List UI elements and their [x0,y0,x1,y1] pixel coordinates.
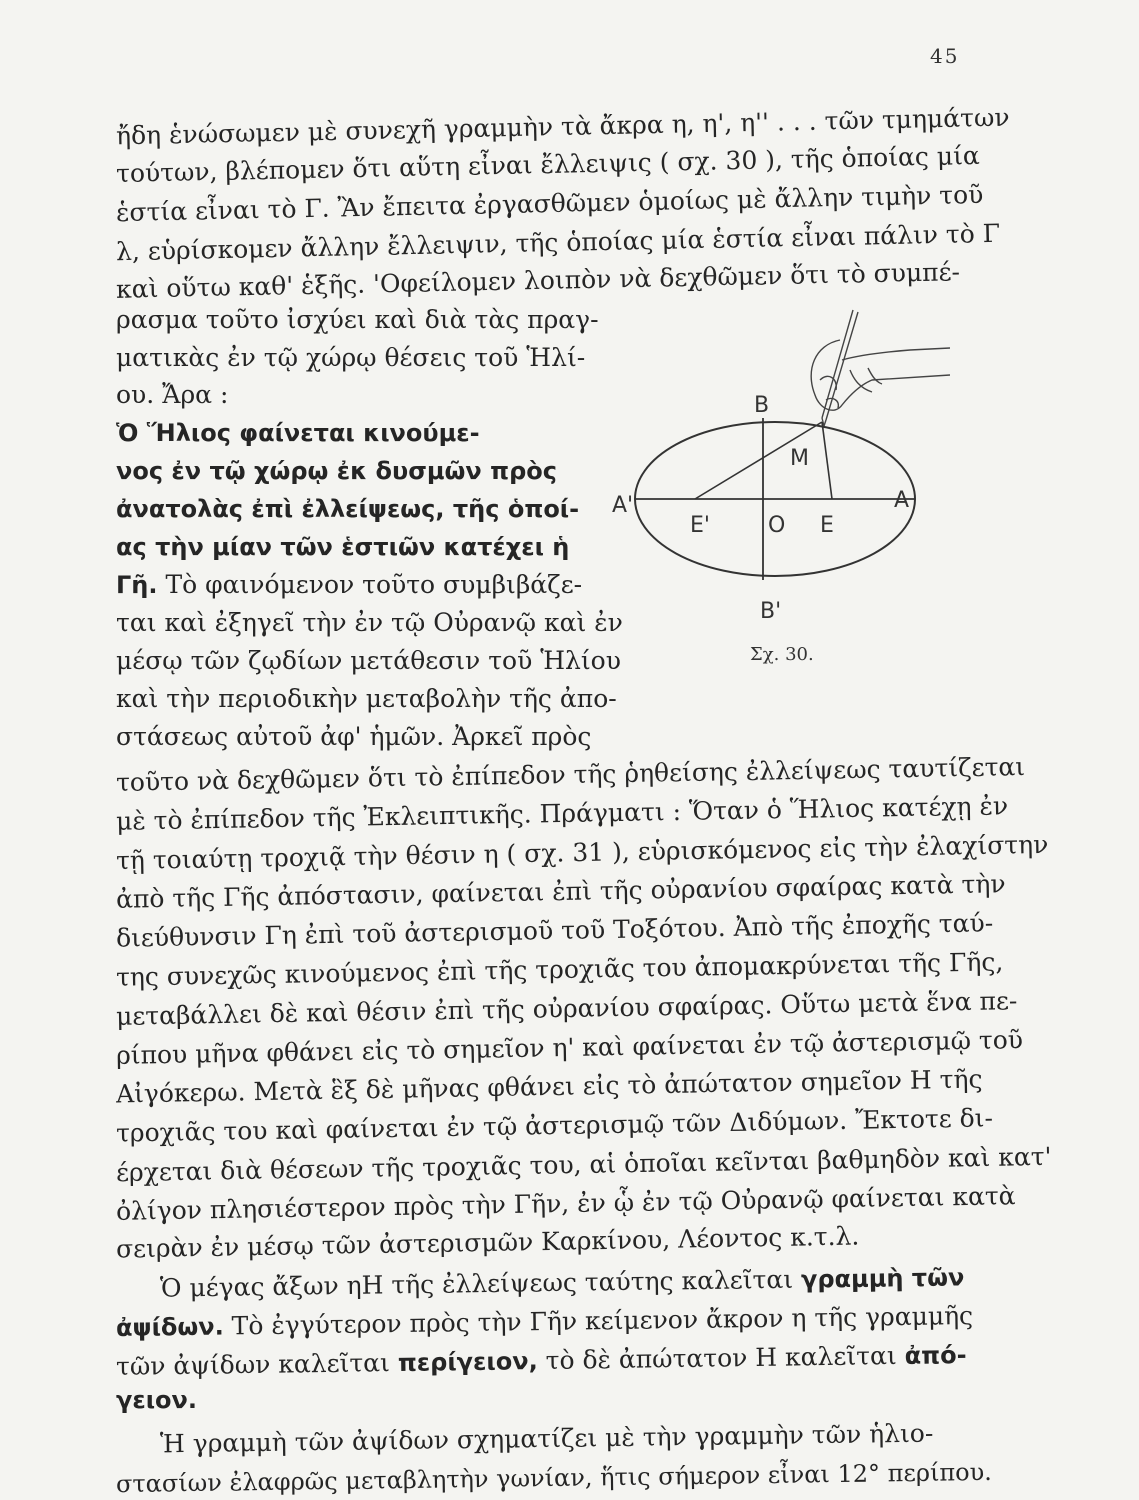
text-line-14: ται καὶ ἐξηγεῖ τὴν ἐν τῷ Οὐρανῷ καὶ ἐν [116,608,623,637]
term-apsides-line: γραμμὴ τῶν [800,1263,965,1294]
emphasis-line-11: ἀνατολὰς ἐπὶ ἐλλείψεως, τῆς ὁποί- [116,495,580,523]
text-line-29: ὀλίγον πλησιέστερον πρὸς τὴν Γῆν, ἐν ᾧ ἐν τῷ Οὐρανῷ φαίνεται κατὰ [115,1181,1016,1226]
text-line-36: στασίων ἐλαφρῶς μεταβλητὴν γωνίαν, ἥτις σήμερον εἶναι 12° περίπου. [115,1457,993,1499]
focal-radius-e [822,422,832,499]
hand-drawing-icon [811,310,950,426]
term-apogee-end: γειον. [116,1386,198,1414]
text-line-32 [116,1301,973,1343]
emphasis-line-10: νος ἐν τῷ χώρῳ ἐκ δυσμῶν πρὸς [116,457,557,485]
text-line-34 [116,1385,197,1415]
text-line-19: μὲ τὸ ἐπίπεδον τῆς Ἐκλειπτικῆς. Πράγματι : Ὅταν ὁ Ἥλιος κατέχῃ ἐν [115,791,1009,836]
text-line-13-rest: Τὸ φαινόμενον τοῦτο συμβιβάζε- [157,570,583,599]
text-line-5: καὶ οὕτω καθ' ἑξῆς. 'Οφείλομεν λοιπὸν νὰ δεχθῶμεν ὅτι τὸ συμπέ- [115,257,961,304]
text-line-3: ἑστία εἶναι τὸ Γ. Ἂν ἔπειτα ἐργασθῶμεν ὁμοίως μὲ ἄλλην τιμὴν τοῦ [115,179,984,228]
text-line-8: ου. Ἄρα : [116,380,229,409]
text-line-16: καὶ τὴν περιοδικὴν μεταβολὴν τῆς ἀπο- [116,684,617,713]
text-line-23: της συνεχῶς κινούμενος ἐπὶ τῆς τροχιᾶς του ἀπομακρύνεται τῆς Γῆς, [115,947,1004,992]
term-apogee-start: ἀπό- [904,1341,967,1370]
text-line-24: μεταβάλλει δὲ καὶ θέσιν ἐπὶ τῆς οὐρανίου σφαίρας. Οὕτω μετὰ ἕνα πε- [115,986,1018,1031]
term-perigee: περίγειον, [397,1347,538,1378]
text-line-4: λ, εὑρίσκομεν ἄλλην ἔλλειψιν, τῆς ὁποίας μία ἑστία εἶναι πάλιν τὸ Γ [115,218,1001,267]
text-line-6: ρασμα τοῦτο ἰσχύει καὶ διὰ τὰς πραγ- [116,305,599,334]
label-e-prime: E' [690,513,710,538]
text-line-25: ρίπου μῆνα φθάνει εἰς τὸ σημεῖον η' καὶ φαίνεται ἐν τῷ ἀστερισμῷ τοῦ [115,1025,1024,1070]
text-line-18: τοῦτο νὰ δεχθῶμεν ὅτι τὸ ἐπίπεδον τῆς ῥηθείσης ἐλλείψεως ταυτίζεται [115,752,1026,797]
text-line-17: στάσεως αὐτοῦ ἀφ' ἡμῶν. Ἀρκεῖ πρὸς [116,722,592,751]
label-b: B [754,393,770,418]
figure-caption: Σχ. 30. [750,644,814,665]
text-line-15: μέσῳ τῶν ζῳδίων μετάθεσιν τοῦ Ἡλίου [116,646,621,675]
text-line-27: τροχιᾶς του καὶ φαίνεται ἐν τῷ ἀστερισμῷ τῶν Διδύμων. Ἔκτοτε δι- [115,1103,994,1148]
text-line-7: ματικὰς ἐν τῷ χώρῳ θέσεις τοῦ Ἡλί- [116,343,586,372]
page-number: 45 [930,44,960,68]
text-line-13 [116,570,616,600]
text-line-28: έρχεται διὰ θέσεων τῆς τροχιᾶς του, αἱ ὁποῖαι κεῖνται βαθμηδὸν καὶ κατ' [115,1141,1052,1188]
text-line-32-a: Τὸ ἐγγύτερον πρὸς τὴν Γῆν κείμενον ἄκρον η τῆς γραμμῆς [223,1301,974,1341]
emphasis-ge: Γῆ. [116,571,158,599]
label-a: A [894,488,910,513]
ellipse-figure [610,300,950,680]
text-line-33 [116,1340,967,1382]
label-a-prime: A' [612,493,634,518]
label-m: M [790,446,809,471]
text-line-30: σειρὰν ἐν μέσῳ τῶν ἀστερισμῶν Καρκίνου, Λέοντος κ.τ.λ. [115,1221,860,1264]
text-line-31-a: Ὁ μέγας ἄξων ηΗ τῆς ἐλλείψεως ταύτης καλεῖται [159,1264,802,1303]
label-o: O [768,513,786,538]
text-line-35: Ἡ γραμμὴ τῶν ἀψίδων σχηματίζει μὲ τὴν γραμμὴν τῶν ἡλιο- [159,1418,934,1459]
emphasis-line-12: ας τὴν μίαν τῶν ἑστιῶν κατέχει ἡ [116,533,570,561]
text-line-1: ἤδη ἑνώσωμεν μὲ συνεχῆ γραμμὴν τὰ ἄκρα η, η', η'' . . . τῶν τμημάτων [115,102,1010,151]
term-apsides: ἀψίδων. [115,1312,224,1342]
text-line-21: ἀπὸ τῆς Γῆς ἀπόστασιν, φαίνεται ἐπὶ τῆς οὐρανίου σφαίρας κατὰ τὴν [115,869,1006,914]
label-b-prime: B' [760,599,782,624]
text-line-22: διεύθυνσιν Γη ἐπὶ τοῦ ἀστερισμοῦ τοῦ Τοξότου. Ἀπὸ τῆς ἐποχῆς ταύ- [115,908,994,953]
text-line-26: Αἰγόκερω. Μετὰ ἓξ δὲ μῆνας φθάνει εἰς τὸ ἀπώτατον σημεῖον Η τῆς [115,1064,983,1109]
text-line-2: τούτων, βλέπομεν ὅτι αὕτη εἶναι ἔλλειψις ( σχ. 30 ), τῆς ὁποίας μία [115,140,980,189]
text-line-33-c: τὸ δὲ ἀπώτατον Η καλεῖται [537,1340,905,1376]
text-line-33-a: τῶν ἀψίδων καλεῖται [115,1348,399,1381]
emphasis-line-9: Ὁ Ἥλιος φαίνεται κινούμε- [116,419,480,447]
text-line-31 [160,1262,965,1303]
label-e: E [820,513,834,538]
text-line-20: τῇ τοιαύτῃ τροχιᾷ τὴν θέσιν η ( σχ. 31 ), εὑρισκόμενος εἰς τὴν ἐλαχίστην [115,829,1049,876]
